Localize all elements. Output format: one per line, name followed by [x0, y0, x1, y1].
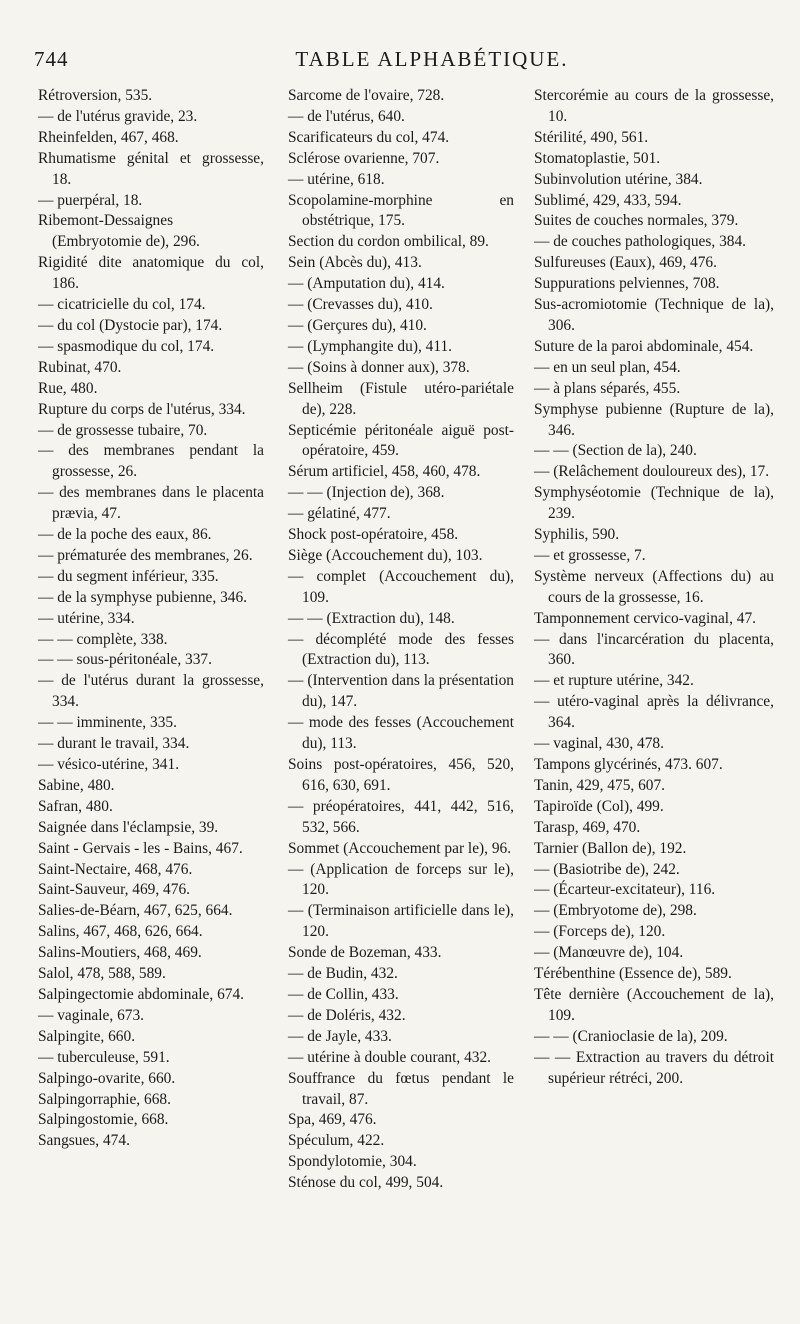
- index-entry: Salies-de-Béarn, 467, 625, 664.: [38, 902, 233, 920]
- index-entry: Septicémie péritonéale aiguë post-opératoire, 459.: [288, 421, 514, 460]
- index-entry: — — Extraction au travers du détroit supérieur rétréci, 200.: [534, 1048, 774, 1087]
- index-entry: — (Gerçures du), 410.: [288, 316, 427, 334]
- index-entry: — — imminente, 335.: [38, 714, 177, 732]
- index-entry: Suture de la paroi abdominale, 454.: [534, 337, 754, 355]
- index-entry: Salol, 478, 588, 589.: [38, 965, 166, 983]
- index-entry: — en un seul plan, 454.: [534, 358, 681, 376]
- index-entry: Sclérose ovarienne, 707.: [288, 149, 440, 167]
- index-entry: — prématurée des membranes, 26.: [38, 546, 253, 564]
- index-entry: Saignée dans l'éclampsie, 39.: [38, 818, 219, 836]
- index-entry: Rheinfelden, 467, 468.: [38, 128, 179, 146]
- index-entry: Sus-acromiotomie (Technique de la), 306.: [534, 296, 774, 334]
- index-entry: Salpingite, 660.: [38, 1027, 136, 1045]
- index-entry: Tanin, 429, 475, 607.: [534, 776, 666, 794]
- index-entry: — (Basiotribe de), 242.: [534, 860, 680, 878]
- index-entry: — — sous-péritonéale, 337.: [38, 651, 212, 669]
- index-entry: — et grossesse, 7.: [534, 546, 646, 564]
- index-entry: — spasmodique du col, 174.: [38, 337, 215, 355]
- index-entry: Sangsues, 474.: [38, 1132, 130, 1150]
- index-entry: — et rupture utérine, 342.: [534, 672, 694, 690]
- index-entry: — tuberculeuse, 591.: [38, 1048, 170, 1066]
- index-entry: Térébenthine (Essence de), 589.: [534, 965, 732, 983]
- index-entry: — (Lymphangite du), 411.: [288, 337, 452, 355]
- index-entry: — utérine à double courant, 432.: [288, 1048, 492, 1066]
- index-entry: — de Collin, 433.: [288, 985, 399, 1003]
- index-column-3: [534, 86, 774, 1090]
- index-entry: — — (Section de la), 240.: [534, 442, 697, 460]
- index-entry: — durant le travail, 334.: [38, 735, 190, 753]
- index-entry: Saint-Sauveur, 469, 476.: [38, 881, 190, 899]
- index-entry: Sulfureuses (Eaux), 469, 476.: [534, 254, 717, 272]
- index-entry: — (Intervention dans la présentation du), 147.: [288, 672, 514, 711]
- index-entry: Tête dernière (Accouchement de la), 109.: [534, 985, 774, 1024]
- index-entry: — vaginale, 673.: [38, 1006, 144, 1024]
- index-entry: — vésico-utérine, 341.: [38, 756, 180, 773]
- index-entry: Shock post-opératoire, 458.: [288, 526, 459, 544]
- index-entry: Sérum artificiel, 458, 460, 478.: [288, 463, 481, 481]
- index-entry: Stomatoplastie, 501.: [534, 149, 661, 167]
- index-entry: — de l'utérus gravide, 23.: [38, 107, 198, 125]
- page-number: 744: [34, 47, 69, 71]
- index-entry: Syphilis, 590.: [534, 526, 620, 544]
- index-entry: — (Écarteur-excitateur), 116.: [534, 881, 716, 899]
- index-entry: — de Budin, 432.: [288, 965, 398, 983]
- index-entry: Tapiroïde (Col), 499.: [534, 797, 664, 815]
- index-column-2: [288, 86, 514, 1194]
- index-entry: — à plans séparés, 455.: [534, 379, 681, 397]
- page-title: TABLE ALPHABÉTIQUE.: [295, 47, 569, 71]
- index-entry: Saint-Nectaire, 468, 476.: [38, 860, 193, 878]
- index-entry: — (Embryotome de), 298.: [534, 902, 697, 920]
- index-entry: Salpingostomie, 668.: [38, 1111, 169, 1129]
- index-entry: Rhumatisme génital et grossesse, 18.: [38, 149, 264, 188]
- index-entry: Symphyséotomie (Technique de la), 239.: [534, 484, 774, 523]
- index-entry: — des membranes pendant la grossesse, 26.: [38, 442, 264, 481]
- index-entry: — du segment inférieur, 335.: [38, 567, 219, 585]
- index-entry: Safran, 480.: [38, 797, 113, 815]
- index-entry: Ribemont-Dessaignes (Embryotomie de), 296.: [38, 212, 200, 251]
- index-entry: — vaginal, 430, 478.: [534, 735, 664, 753]
- index-entry: — puerpéral, 18.: [38, 191, 143, 209]
- index-entry: Scarificateurs du col, 474.: [288, 128, 450, 146]
- index-entry: — (Relâchement douloureux des), 17.: [534, 463, 770, 481]
- index-entry: — de Jayle, 433.: [288, 1027, 392, 1045]
- index-entry: — — (Injection de), 368.: [288, 484, 445, 502]
- index-entry: Salins-Moutiers, 468, 469.: [38, 944, 202, 962]
- index-entry: Tampons glycérinés, 473. 607.: [534, 756, 723, 773]
- index-entry: Subinvolution utérine, 384.: [534, 170, 703, 188]
- index-entry: — mode des fesses (Accouchement du), 113.: [288, 714, 514, 753]
- index-entry: Salpingo-ovarite, 660.: [38, 1069, 176, 1087]
- index-entry: — (Soins à donner aux), 378.: [288, 358, 470, 376]
- index-entry: — préopératoires, 441, 442, 516, 532, 566.: [288, 797, 514, 836]
- index-entry: Stercorémie au cours de la grossesse, 10.: [534, 87, 774, 125]
- index-entry: Rue, 480.: [38, 379, 98, 397]
- index-entry: Saint - Gervais - les - Bains, 467.: [38, 839, 243, 857]
- index-entry: Tamponnement cervico-vaginal, 47.: [534, 609, 757, 627]
- index-entry: — — (Extraction du), 148.: [288, 609, 455, 627]
- index-entry: — de la symphyse pubienne, 346.: [38, 588, 248, 606]
- index-entry: Système nerveux (Affections du) au cours de la grossesse, 16.: [534, 567, 774, 606]
- index-entry: Sabine, 480.: [38, 776, 115, 794]
- index-entry: Sommet (Accouchement par le), 96.: [288, 839, 512, 857]
- index-entry: — de la poche des eaux, 86.: [38, 526, 212, 544]
- index-entry: — (Terminaison artificielle dans le), 120.: [288, 902, 514, 941]
- index-entry: Sténose du col, 499, 504.: [288, 1174, 444, 1192]
- index-entry: Suites de couches normales, 379.: [534, 212, 739, 230]
- index-entry: Stérilité, 490, 561.: [534, 128, 649, 146]
- index-entry: Rétroversion, 535.: [38, 87, 153, 104]
- index-entry: Rupture du corps de l'utérus, 334.: [38, 400, 246, 418]
- index-entry: — de couches pathologiques, 384.: [534, 233, 747, 251]
- index-entry: Siège (Accouchement du), 103.: [288, 546, 483, 564]
- index-entry: — (Application de forceps sur le), 120.: [288, 860, 514, 899]
- index-entry: Sonde de Bozeman, 433.: [288, 944, 442, 962]
- index-entry: Salpingectomie abdominale, 674.: [38, 985, 245, 1003]
- index-entry: — (Forceps de), 120.: [534, 923, 666, 941]
- index-entry: — (Amputation du), 414.: [288, 275, 445, 293]
- index-entry: Salins, 467, 468, 626, 664.: [38, 923, 203, 941]
- index-entry: — utéro-vaginal après la délivrance, 364.: [534, 693, 774, 732]
- index-entry: Rigidité dite anatomique du col, 186.: [38, 254, 264, 293]
- index-entry: — de l'utérus durant la grossesse, 334.: [38, 672, 264, 711]
- index-entry: Symphyse pubienne (Rupture de la), 346.: [534, 400, 774, 439]
- index-entry: Souffrance du fœtus pendant le travail, 87.: [288, 1069, 514, 1108]
- index-entry: Spondylotomie, 304.: [288, 1153, 417, 1171]
- index-entry: — utérine, 618.: [288, 170, 385, 188]
- index-entry: — utérine, 334.: [38, 609, 135, 627]
- index-entry: — — complète, 338.: [38, 630, 168, 648]
- index-entry: — gélatiné, 477.: [288, 505, 391, 523]
- index-entry: Sarcome de l'ovaire, 728.: [288, 87, 445, 104]
- index-entry: Scopolamine-morphine en obstétrique, 175.: [288, 191, 514, 230]
- index-entry: Sublimé, 429, 433, 594.: [534, 191, 682, 209]
- index-entry: — dans l'incarcération du placenta, 360.: [534, 630, 774, 669]
- index-entry: — (Crevasses du), 410.: [288, 296, 433, 314]
- index-entry: — de Doléris, 432.: [288, 1006, 406, 1024]
- index-entry: — du col (Dystocie par), 174.: [38, 316, 223, 334]
- index-columns: [38, 86, 778, 1306]
- index-entry: — — (Cranioclasie de la), 209.: [534, 1027, 728, 1045]
- index-entry: — (Manœuvre de), 104.: [534, 944, 684, 962]
- index-entry: Soins post-opératoires, 456, 520, 616, 630, 691.: [288, 756, 514, 794]
- index-entry: — de l'utérus, 640.: [288, 107, 405, 125]
- index-entry: Suppurations pelviennes, 708.: [534, 275, 720, 293]
- index-entry: — complet (Accouchement du), 109.: [288, 567, 514, 606]
- index-entry: Rubinat, 470.: [38, 358, 122, 376]
- index-entry: Tarasp, 469, 470.: [534, 818, 641, 836]
- index-entry: Section du cordon ombilical, 89.: [288, 233, 489, 251]
- index-entry: Sellheim (Fistule utéro-pariétale de), 228.: [288, 379, 514, 418]
- index-entry: Tarnier (Ballon de), 192.: [534, 839, 687, 857]
- index-entry: — des membranes dans le placenta prævia, 47.: [38, 484, 264, 523]
- index-entry: Sein (Abcès du), 413.: [288, 254, 422, 272]
- index-column-1: [38, 86, 264, 1152]
- index-entry: Salpingorraphie, 668.: [38, 1090, 171, 1108]
- index-entry: — de grossesse tubaire, 70.: [38, 421, 208, 439]
- index-entry: Spa, 469, 476.: [288, 1111, 377, 1129]
- index-entry: Spéculum, 422.: [288, 1132, 385, 1150]
- index-entry: — décomplété mode des fesses (Extraction du), 113.: [288, 630, 514, 669]
- page-header: [34, 47, 770, 81]
- index-entry: — cicatricielle du col, 174.: [38, 296, 206, 314]
